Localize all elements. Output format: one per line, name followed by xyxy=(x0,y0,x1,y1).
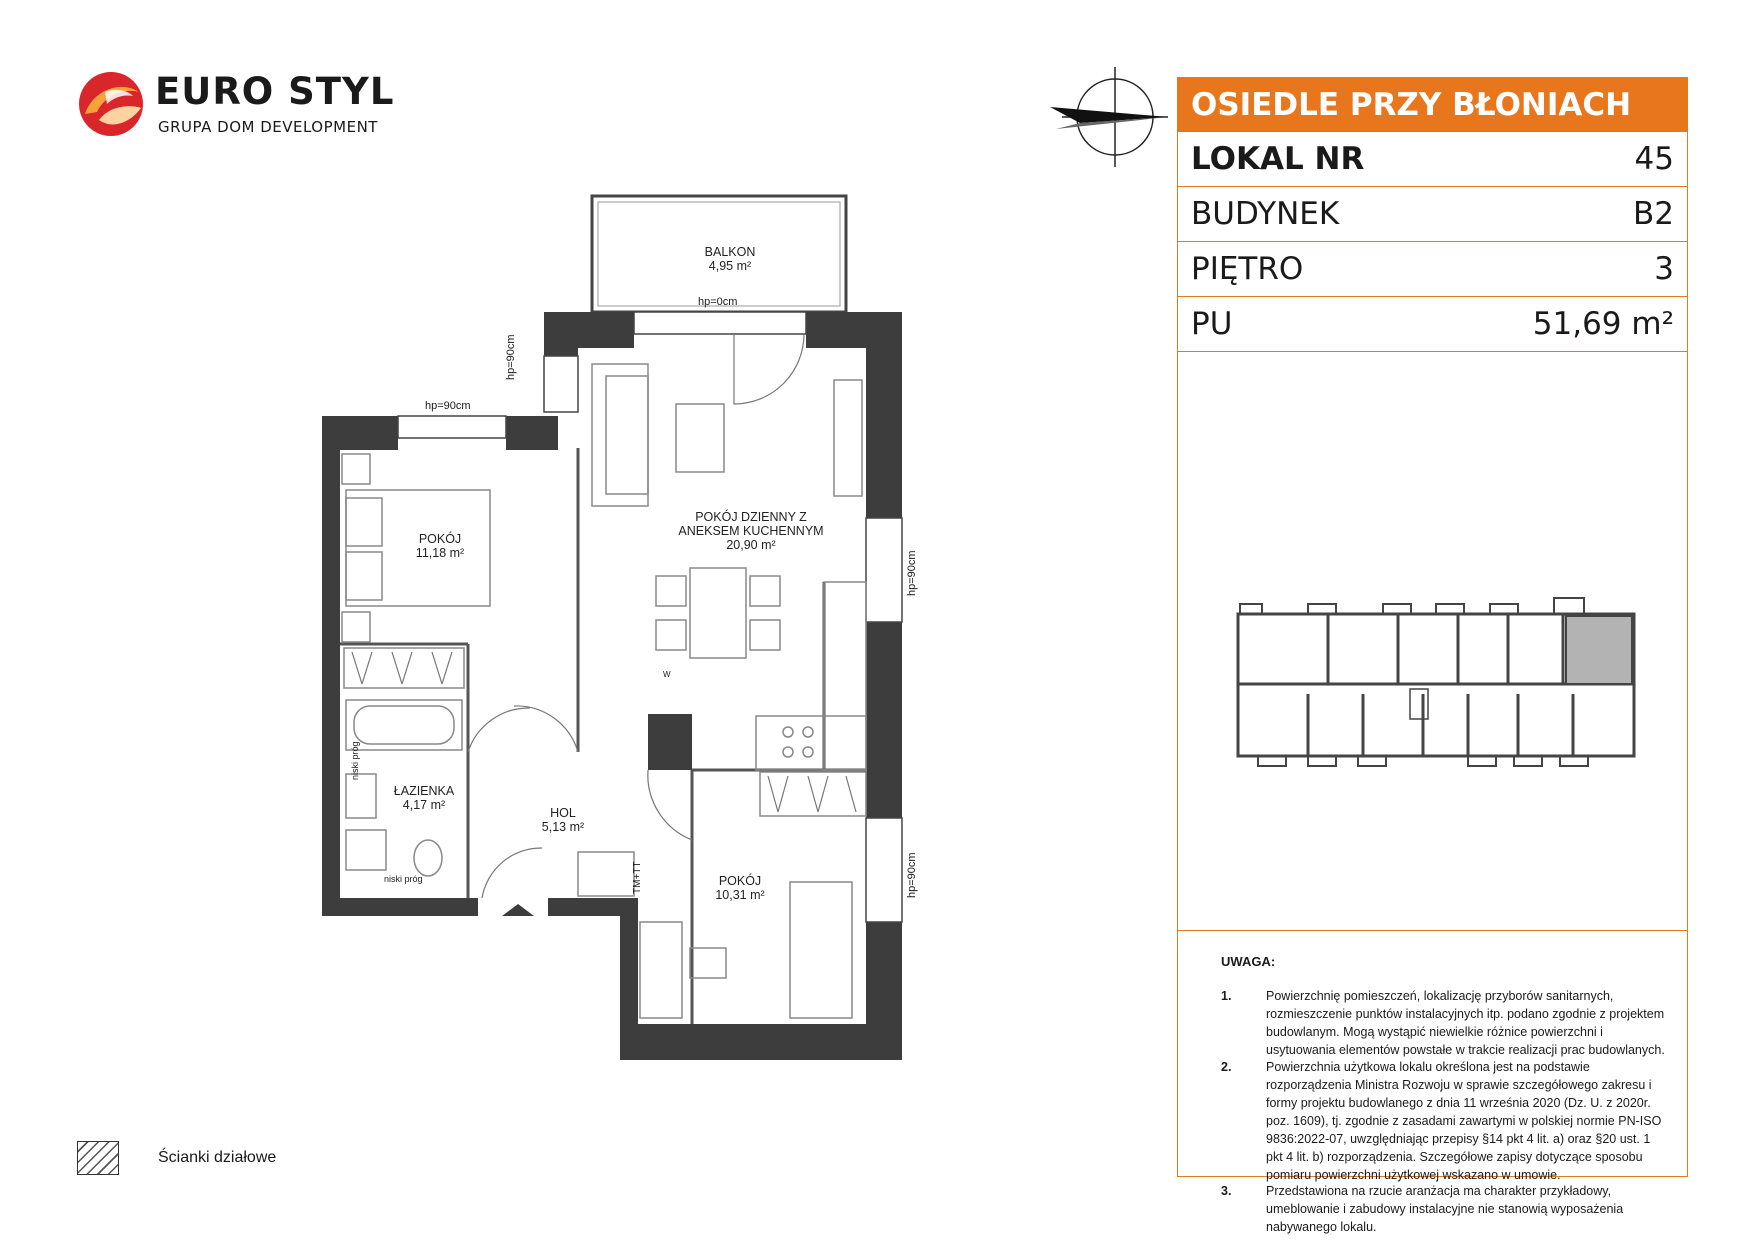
wall xyxy=(648,714,692,770)
room-name: POKÓJ xyxy=(718,874,762,888)
water-label: W xyxy=(663,670,671,679)
room-area: 5,13 m² xyxy=(541,820,585,834)
hp-label: hp=90cm xyxy=(906,852,918,898)
wall xyxy=(548,898,638,916)
room-name: ŁAZIENKA xyxy=(393,784,455,798)
room-name: POKÓJ DZIENNY Z xyxy=(695,510,807,524)
wall xyxy=(322,416,398,450)
compass xyxy=(1050,65,1170,170)
note-item xyxy=(1221,1182,1671,1236)
threshold-label: niski próg xyxy=(350,741,360,780)
row-floor xyxy=(1178,242,1687,297)
room-living xyxy=(666,510,836,552)
room-area: 20,90 m² xyxy=(726,538,776,552)
wall xyxy=(322,898,478,916)
row-label: PU xyxy=(1191,306,1233,342)
room-name: ANEKSEM KUCHENNYM xyxy=(678,524,824,538)
room-name: BALKON xyxy=(704,245,756,259)
room-hall xyxy=(528,806,598,834)
row-value: 45 xyxy=(1634,141,1674,177)
building-key-plan xyxy=(1178,354,1687,930)
compass-icon xyxy=(1050,65,1170,170)
logo xyxy=(75,70,147,138)
row-value: 51,69 m² xyxy=(1532,306,1674,342)
wall xyxy=(866,312,902,518)
room-second-bedroom xyxy=(700,874,780,902)
row-label: BUDYNEK xyxy=(1191,196,1340,232)
floor-plan xyxy=(300,185,920,1060)
logo-brand: EURO STYL xyxy=(155,70,395,113)
note-item xyxy=(1221,1058,1671,1184)
hp-label: hp=0cm xyxy=(698,296,738,308)
room-balcony xyxy=(685,245,775,273)
legend-swatch xyxy=(77,1141,119,1175)
legend-label: Ścianki działowe xyxy=(158,1149,277,1166)
room-bathroom xyxy=(384,784,464,812)
info-panel xyxy=(1177,77,1688,1234)
furniture xyxy=(342,364,866,1018)
wall xyxy=(322,416,340,916)
wall xyxy=(620,1024,902,1060)
room-area: 11,18 m² xyxy=(415,546,465,560)
room-area: 10,31 m² xyxy=(715,888,765,902)
row-area xyxy=(1178,297,1687,352)
threshold-label: niski próg xyxy=(384,874,423,884)
unit-highlight xyxy=(1566,616,1632,684)
wall xyxy=(866,622,902,818)
room-name: POKÓJ xyxy=(418,532,462,546)
note-number: 1. xyxy=(1221,989,1232,1003)
row-building xyxy=(1178,187,1687,242)
note-text: Przedstawiona na rzucie aranżacja ma charakter przykładowy, umeblowanie i zabudowy instalacyjne nie stanowią wyposażenia nabywanego lokalu. xyxy=(1266,1184,1624,1234)
hp-label: hp=90cm xyxy=(906,550,918,596)
row-value: 3 xyxy=(1654,251,1674,287)
note-text: Powierzchnia użytkowa lokalu określona jest na podstawie rozporządzenia Ministra Rozwoju w sprawie szczegółowego zakresu i formy projektu budowlanego z dnia 11 września 2020 (Dz. U. z 2020r. poz. 1609), tj. zgodnie z zasadami zawartymi w polskiej normie PN-ISO 9836:2022-07, uwzględniając przepisy §14 pkt 4 lit. a) oraz §20 ust. 1 pkt 4 lit. b) rozporządzenia. Szczegółowe zapisy dotyczące sposobu pomiaru powierzchni użytkowej wskazano w umowie. xyxy=(1266,1060,1662,1182)
entrance-marker xyxy=(502,904,534,916)
hp-label: hp=90cm xyxy=(425,400,471,412)
row-unit xyxy=(1178,132,1687,187)
estate-title: OSIEDLE PRZY BŁONIACH xyxy=(1178,78,1687,132)
wall xyxy=(620,916,638,1056)
room-name: HOL xyxy=(550,806,576,820)
tm-label: TM+TT xyxy=(632,861,643,894)
room-area: 4,17 m² xyxy=(402,798,446,812)
key-plan xyxy=(1178,354,1687,931)
logo-subtitle: GRUPA DOM DEVELOPMENT xyxy=(158,118,378,136)
wall xyxy=(506,416,558,450)
note-item xyxy=(1221,987,1671,1059)
note-number: 2. xyxy=(1221,1060,1232,1074)
room-area: 4,95 m² xyxy=(708,259,752,273)
windows xyxy=(398,312,902,922)
row-label: LOKAL NR xyxy=(1191,141,1365,177)
row-label: PIĘTRO xyxy=(1191,251,1304,287)
note-text: Powierzchnię pomieszczeń, lokalizację przyborów sanitarnych, rozmieszczenie punktów instalacyjnych itp. podano zgodnie z projektem budowlanym. Mogą wystąpić niewielkie różnice powierzchni i usytuowania elementów powstałe w trakcie realizacji prac budowlanych. xyxy=(1266,989,1665,1057)
room-bedroom xyxy=(400,532,480,560)
row-value: B2 xyxy=(1633,196,1674,232)
hp-label: hp=90cm xyxy=(505,334,517,380)
notes-title: UWAGA: xyxy=(1221,954,1276,969)
note-number: 3. xyxy=(1221,1184,1232,1198)
logo-mark-icon xyxy=(75,70,147,138)
